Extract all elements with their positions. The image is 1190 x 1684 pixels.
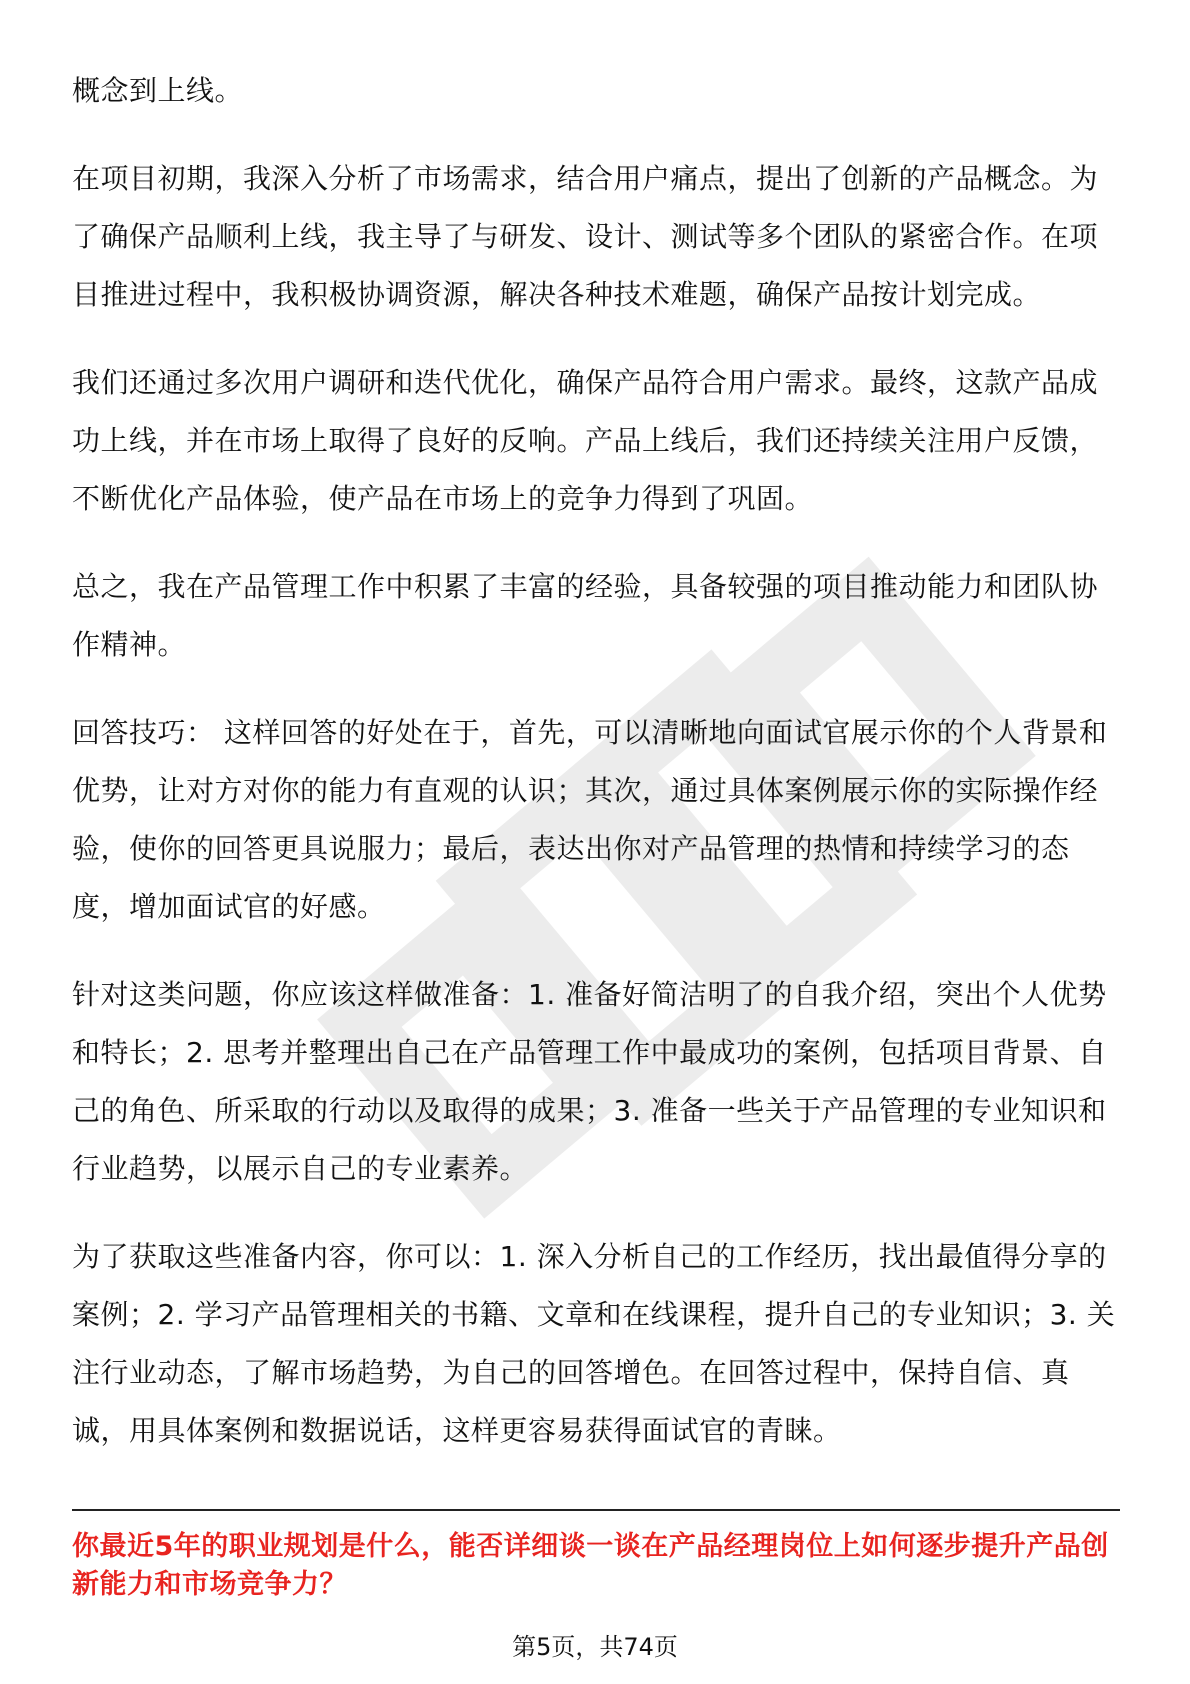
paragraph-2: 在项目初期，我深入分析了市场需求，结合用户痛点，提出了创新的产品概念。为了确保产品顺利上线，我主导了与研发、设计、测试等多个团队的紧密合作。在项目推进过程中，我积极协调资源，解决各种技术难题，确保产品按计划完成。 — [72, 162, 1099, 311]
paragraph-preparation: 针对这类问题，你应该这样做准备：1. 准备好简洁明了的自我介绍，突出个人优势和特长；2. 思考并整理出自己在产品管理工作中最成功的案例，包括项目背景、自己的角色、所采取的行动以及取得的成果；3. 准备一些关于产品管理的专业知识和行业趋势，以展示自己的专业素养。 — [72, 978, 1107, 1185]
paragraph-answer-tips: 回答技巧： 这样回答的好处在于，首先，可以清晰地向面试官展示你的个人背景和优势，让对方对你的能力有直观的认识；其次，通过具体案例展示你的实际操作经验，使你的回答更具说服力；最后，表达出你对产品管理的热情和持续学习的态度，增加面试官的好感。 — [72, 716, 1108, 923]
next-question-heading: 你最近5年的职业规划是什么，能否详细谈一谈在产品经理岗位上如何逐步提升产品创新能力和市场竞争力？ — [72, 1531, 1109, 1600]
document-body — [72, 62, 1120, 1490]
paragraph-sources: 为了获取这些准备内容，你可以：1. 深入分析自己的工作经历，找出最值得分享的案例；2. 学习产品管理相关的书籍、文章和在线课程，提升自己的专业知识；3. 关注行业动态，了解市场趋势，为自己的回答增色。在回答过程中，保持自信、真诚，用具体案例和数据说话，这样更容易获得面试官的青睐。 — [72, 1240, 1116, 1447]
paragraph-3: 我们还通过多次用户调研和迭代优化，确保产品符合用户需求。最终，这款产品成功上线，并在市场上取得了良好的反响。产品上线后，我们还持续关注用户反馈，不断优化产品体验，使产品在市场上的竞争力得到了巩固。 — [72, 366, 1099, 515]
page-number: 第5页，共74页 — [512, 1633, 678, 1661]
paragraph-1: 概念到上线。 — [72, 74, 244, 107]
paragraph-4: 总之，我在产品管理工作中积累了丰富的经验，具备较强的项目推动能力和团队协作精神。 — [72, 570, 1099, 661]
section-divider — [72, 1509, 1120, 1511]
